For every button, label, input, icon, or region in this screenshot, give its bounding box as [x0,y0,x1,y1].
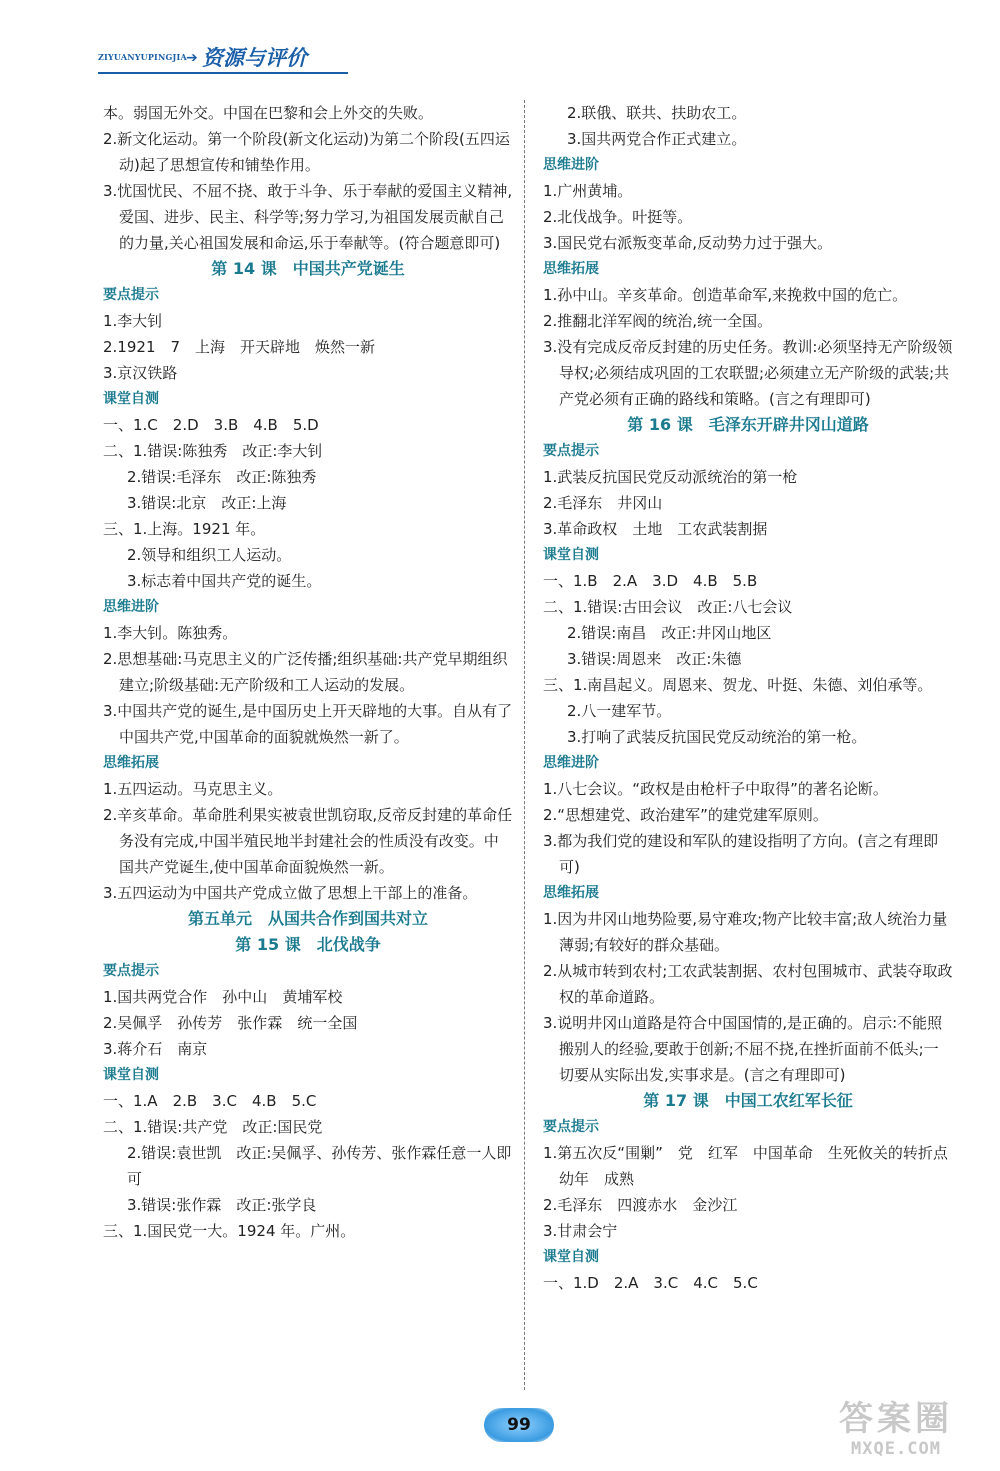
header-pinyin: ZIYUANYUPINGJIA [98,52,187,62]
section-heading: 课堂自测 [103,391,159,407]
lesson-title: 第 14 课 中国共产党诞生 [211,259,405,278]
section-heading: 思维拓展 [103,755,159,771]
answer-line: 3.标志着中国共产党的诞生。 [127,572,322,590]
answer-line: 3.说明井冈山道路是符合中国国情的,是正确的。启示:不能照搬别人的经验,要敢于创新;不屈不挠,在挫折面前不低头;一切要从实际出发,实事求是。(言之有理即可) [543,1014,943,1084]
answer-line: 2.错误:袁世凯 改正:吴佩孚、孙传芳、张作霖任意一人即可 [127,1144,512,1188]
answer-line: 一、1.B 2.A 3.D 4.B 5.B [543,572,758,590]
answer-line: 3.打响了武装反抗国民党反动统治的第一枪。 [567,728,867,746]
column-divider [524,100,525,1390]
header-brand: 资源与评价 [202,46,307,70]
answer-line: 2.推翻北洋军阀的统治,统一全国。 [543,312,773,330]
answer-line: 三、1.南昌起义。周恩来、贺龙、叶挺、朱德、刘伯承等。 [543,676,933,694]
answer-line: 3.忧国忧民、不屈不挠、敢于斗争、乐于奉献的爱国主义精神,爱国、进步、民主、科学等;努力学习,为祖国发展贡献自己的力量,关心祖国发展和命运,乐于奉献等。(符合题意即可) [103,182,513,252]
answer-line: 2.吴佩孚 孙传芳 张作霖 统一全国 [103,1014,358,1032]
answer-line: 三、1.国民党一大。1924 年。广州。 [103,1222,356,1240]
section-heading: 课堂自测 [543,547,599,563]
answer-line: 1.八七会议。“政权是由枪杆子中取得”的著名论断。 [543,780,888,798]
answer-line: 3.错误:北京 改正:上海 [127,494,287,512]
watermark-logo-text: 答案圈 [839,1399,953,1439]
header-underline [98,72,348,74]
answer-line: 1.第五次反“围剿” 党 红军 中国革命 生死攸关的转折点 幼年 成熟 [543,1144,963,1188]
answer-line: 本。弱国无外交。中国在巴黎和会上外交的失败。 [103,104,434,122]
answer-line: 2.错误:毛泽东 改正:陈独秀 [127,468,317,486]
section-heading: 要点提示 [543,1119,599,1135]
answer-line: 一、1.D 2.A 3.C 4.C 5.C [543,1274,758,1292]
answer-line: 二、1.错误:古田会议 改正:八七会议 [543,598,793,616]
header-logo [98,40,358,80]
answer-line: 1.广州黄埔。 [543,182,633,200]
answer-line: 二、1.错误:共产党 改正:国民党 [103,1118,323,1136]
answer-line: 3.甘肃会宁 [543,1222,618,1240]
section-heading: 要点提示 [103,287,159,303]
section-heading: 要点提示 [543,443,599,459]
section-heading: 要点提示 [103,963,159,979]
answer-line: 3.没有完成反帝反封建的历史任务。教训:必须坚持无产阶级领导权;必须结成巩固的工农联盟;必须建立无产阶级的武装;共产党必须有正确的路线和策略。(言之有理即可) [543,338,953,408]
answer-line: 1.因为井冈山地势险要,易守难攻;物产比较丰富;敌人统治力量薄弱;有较好的群众基础。 [543,910,948,954]
lesson-title: 第五单元 从国共合作到国共对立 [187,909,428,928]
section-heading: 思维进阶 [103,599,159,615]
section-heading: 思维进阶 [543,755,599,771]
right-column [543,100,963,1296]
answer-line: 2.1921 7 上海 开天辟地 焕然一新 [103,338,376,356]
answer-line: 2.毛泽东 四渡赤水 金沙江 [543,1196,738,1214]
answer-line: 一、1.C 2.D 3.B 4.B 5.D [103,416,319,434]
answer-line: 二、1.错误:陈独秀 改正:李大钊 [103,442,323,460]
answer-line: 2.毛泽东 井冈山 [543,494,663,512]
page-number: 99 [484,1408,554,1442]
answer-line: 2.思想基础:马克思主义的广泛传播;组织基础:共产党早期组织建立;阶级基础:无产阶级和工人运动的发展。 [103,650,508,694]
arrow-right-icon: ➔ [186,50,198,66]
answer-line: 1.孙中山。辛亥革命。创造革命军,来挽救中国的危亡。 [543,286,908,304]
left-column [103,100,513,1244]
answer-line: 1.武装反抗国民党反动派统治的第一枪 [543,468,798,486]
answer-line: 3.蒋介石 南京 [103,1040,208,1058]
answer-line: 2.八一建军节。 [567,702,672,720]
section-heading: 思维拓展 [543,261,599,277]
answer-line: 3.都为我们党的建设和军队的建设指明了方向。(言之有理即可) [543,832,939,876]
answer-line: 三、1.上海。1921 年。 [103,520,266,538]
lesson-title: 第 16 课 毛泽东开辟井冈山道路 [627,415,869,434]
answer-line: 3.京汉铁路 [103,364,178,382]
watermark [806,1400,986,1464]
answer-line: 3.国民党右派叛变革命,反动势力过于强大。 [543,234,833,252]
answer-line: 1.李大钊 [103,312,163,330]
answer-line: 2.领导和组织工人运动。 [127,546,292,564]
lesson-title: 第 15 课 北伐战争 [235,935,381,954]
answer-line: 1.国共两党合作 孙中山 黄埔军校 [103,988,343,1006]
answer-line: 1.五四运动。马克思主义。 [103,780,283,798]
lesson-title: 第 17 课 中国工农红军长征 [643,1091,853,1110]
answer-line: 3.国共两党合作正式建立。 [567,130,747,148]
answer-line: 2.错误:南昌 改正:井冈山地区 [567,624,772,642]
watermark-url: MXQE.COM [851,1439,941,1459]
answer-line: 2.辛亥革命。革命胜利果实被袁世凯窃取,反帝反封建的革命任务没有完成,中国半殖民地半封建社会的性质没有改变。中国共产党诞生,使中国革命面貌焕然一新。 [103,806,513,876]
section-heading: 课堂自测 [103,1067,159,1083]
section-heading: 思维拓展 [543,885,599,901]
answer-line: 3.革命政权 土地 工农武装割据 [543,520,768,538]
answer-line: 2.北伐战争。叶挺等。 [543,208,693,226]
section-heading: 思维进阶 [543,157,599,173]
answer-line: 一、1.A 2.B 3.C 4.B 5.C [103,1092,317,1110]
answer-line: 3.五四运动为中国共产党成立做了思想上干部上的准备。 [103,884,478,902]
section-heading: 课堂自测 [543,1249,599,1265]
answer-line: 3.错误:周恩来 改正:朱德 [567,650,742,668]
answer-line: 3.中国共产党的诞生,是中国历史上开天辟地的大事。自从有了中国共产党,中国革命的面貌就焕然一新了。 [103,702,513,746]
answer-line: 2.新文化运动。第一个阶段(新文化运动)为第二个阶段(五四运动)起了思想宣传和铺垫作用。 [103,130,510,174]
answer-line: 1.李大钊。陈独秀。 [103,624,238,642]
answer-line: 3.错误:张作霖 改正:张学良 [127,1196,317,1214]
answer-line: 2.联俄、联共、扶助农工。 [567,104,747,122]
answer-line: 2.“思想建党、政治建军”的建党建军原则。 [543,806,828,824]
answer-line: 2.从城市转到农村;工农武装割据、农村包围城市、武装夺取政权的革命道路。 [543,962,953,1006]
